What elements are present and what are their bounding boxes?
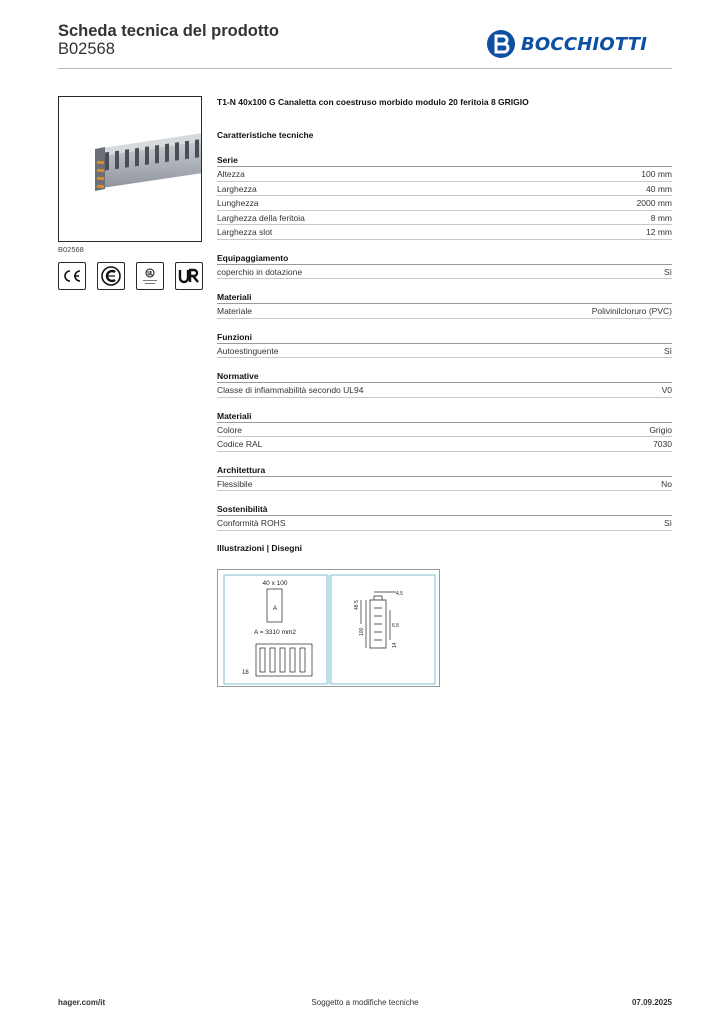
spec-row <box>217 383 672 398</box>
spec-value: 12 mm <box>646 227 672 237</box>
spec-label: Classe di infiammabilità secondo UL94 <box>217 385 364 395</box>
section-title: Materiali <box>217 290 672 304</box>
spec-row <box>217 211 672 226</box>
spec-section <box>217 369 672 398</box>
spec-value: 7030 <box>653 439 672 449</box>
side-profile <box>361 592 396 648</box>
image-caption: B02568 <box>58 245 84 254</box>
spec-sections <box>217 153 672 531</box>
spec-label: Conformità ROHS <box>217 518 286 528</box>
section-title: Serie <box>217 153 672 167</box>
spec-label: Larghezza <box>217 183 257 194</box>
spec-row <box>217 437 672 452</box>
section-title: Normative <box>217 369 672 383</box>
dim-side: 48.5 <box>354 600 360 610</box>
dim-bottom: 14 <box>392 642 398 648</box>
size-label: 40 x 100 <box>262 580 288 587</box>
slot-profile <box>256 644 312 676</box>
technical-drawings <box>217 569 440 687</box>
spec-row <box>217 167 672 182</box>
spec-row <box>217 304 672 319</box>
spec-row <box>217 196 672 211</box>
spec-section <box>217 251 672 280</box>
pitch-label: 18 <box>242 670 249 676</box>
spec-value: 8 mm <box>650 212 672 223</box>
spec-row <box>217 423 672 438</box>
csa-icon <box>97 262 125 290</box>
product-image <box>58 96 202 242</box>
product-title: T1-N 40x100 G Canaletta con coestruso morbido modulo 20 feritoia 8 GRIGIO <box>217 97 529 107</box>
section-title: Sostenibilità <box>217 502 672 516</box>
spec-row <box>217 182 672 197</box>
spec-row <box>217 477 672 492</box>
dim-right: 6.5 <box>392 623 399 629</box>
ur-icon <box>175 262 203 290</box>
section-title: Equipaggiamento <box>217 251 672 265</box>
illustrations-heading: Illustrazioni | Disegni <box>217 542 303 553</box>
spec-row <box>217 516 672 531</box>
ce-mark-icon <box>58 262 86 290</box>
brand-logo <box>486 28 647 60</box>
section-title: Funzioni <box>217 330 672 344</box>
spec-value: Sì <box>663 518 672 528</box>
spec-value: V0 <box>661 385 672 395</box>
spec-label: Larghezza slot <box>217 227 273 237</box>
spec-label: Flessibile <box>217 478 253 489</box>
document-title: Scheda tecnica del prodotto <box>58 22 279 40</box>
footer-note: Soggetto a modifiche tecniche <box>311 998 419 1007</box>
dim-top: 4.5 <box>396 591 403 597</box>
spec-section <box>217 290 672 319</box>
brand-name: BOCCHIOTTI <box>521 33 648 55</box>
specifications-panel <box>217 96 672 561</box>
spec-value: Grigio <box>649 424 672 435</box>
spec-label: Materiale <box>217 306 252 316</box>
spec-label: Lunghezza <box>217 198 259 208</box>
spec-label: Colore <box>217 424 243 435</box>
footer-date: 07.09.2025 <box>631 998 672 1007</box>
spec-section <box>217 502 672 531</box>
footer-website[interactable]: hager.com/it <box>58 998 106 1007</box>
product-code: B02568 <box>58 40 115 58</box>
spec-label: Codice RAL <box>217 439 263 449</box>
spec-value: Sì <box>663 266 672 277</box>
section-title: Materiali <box>217 409 672 423</box>
side-view-panel <box>331 575 435 684</box>
bocchiotti-logo-icon <box>486 29 516 59</box>
spec-value: 2000 mm <box>636 198 672 208</box>
dim-height: 100 <box>359 627 365 636</box>
spec-row <box>217 344 672 359</box>
spec-label: Larghezza della feritoia <box>217 212 305 223</box>
header-divider <box>58 68 672 69</box>
spec-label: Autoestinguente <box>217 345 279 356</box>
spec-section <box>217 409 672 452</box>
area-label: A = 3310 mm2 <box>253 629 297 636</box>
spec-section <box>217 153 672 240</box>
spec-label: Altezza <box>217 169 245 179</box>
spec-value: Polivinilcloruro (PVC) <box>591 306 672 316</box>
spec-value: Sì <box>663 345 672 356</box>
area-letter: A <box>272 605 278 612</box>
section-title: Architettura <box>217 463 672 477</box>
spec-label: coperchio in dotazione <box>217 266 303 277</box>
ul-recognized-icon <box>136 262 164 290</box>
spec-section <box>217 463 672 492</box>
spec-section <box>217 330 672 359</box>
spec-row <box>217 225 672 240</box>
certification-marks <box>58 262 203 290</box>
technical-features-heading: Caratteristiche tecniche <box>217 130 314 140</box>
spec-value: 40 mm <box>646 183 672 194</box>
spec-value: No <box>661 478 672 489</box>
spec-row <box>217 265 672 280</box>
spec-value: 100 mm <box>641 169 672 179</box>
